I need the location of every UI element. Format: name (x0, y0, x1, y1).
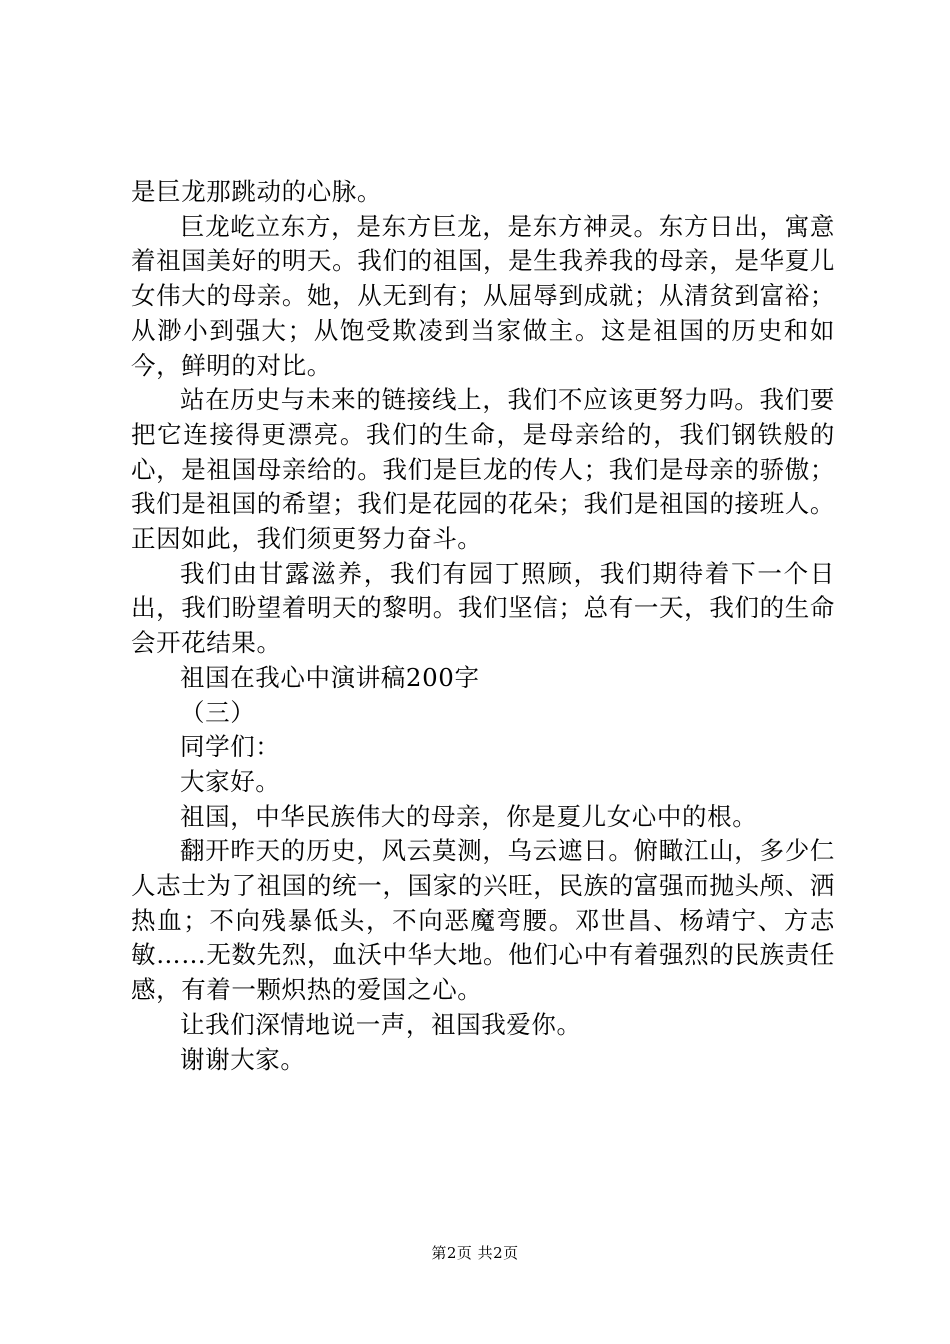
page-footer: 第2页 共2页 (431, 1244, 519, 1262)
body-text (131, 175, 835, 1077)
section-number: （三） (180, 697, 256, 727)
paragraph: 我们由甘露滋养，我们有园丁照顾，我们期待着下一个日出，我们盼望着明天的黎明。我们坚信；总有一天，我们的生命会开花结果。 (131, 558, 835, 658)
paragraph: 是巨龙那跳动的心脉。 (131, 177, 382, 206)
speech-title: 祖国在我心中演讲稿200字 (180, 662, 480, 692)
paragraph: 翻开昨天的历史，风云莫测，乌云遮日。俯瞰江山，多少仁人志士为了祖国的统一，国家的兴旺，民族的富强而抛头颅、洒热血；不向残暴低头，不向恶魔弯腰。邓世昌、杨靖宁、方志敏……无数先烈，血沃中华大地。他们心中有着强烈的民族责任感，有着一颗炽热的爱国之心。 (131, 836, 835, 1005)
paragraph: 祖国，中华民族伟大的母亲，你是夏儿女心中的根。 (180, 801, 758, 831)
closing: 谢谢大家。 (180, 1044, 306, 1074)
salutation: 同学们： (180, 732, 281, 762)
paragraph: 让我们深情地说一声，祖国我爱你。 (180, 1009, 582, 1039)
greeting: 大家好。 (180, 766, 281, 796)
paragraph: 巨龙屹立东方，是东方巨龙，是东方神灵。东方日出，寓意着祖国美好的明天。我们的祖国，是生我养我的母亲，是华夏儿女伟大的母亲。她，从无到有；从屈辱到成就；从清贫到富裕；从渺小到强大；从饱受欺凌到当家做主。这是祖国的历史和如今，鲜明的对比。 (131, 211, 835, 380)
paragraph: 站在历史与未来的链接线上，我们不应该更努力吗。我们要把它连接得更漂亮。我们的生命，是母亲给的，我们钢铁般的心，是祖国母亲给的。我们是巨龙的传人；我们是母亲的骄傲；我们是祖国的希望；我们是花园的花朵；我们是祖国的接班人。正因如此，我们须更努力奋斗。 (131, 385, 835, 554)
